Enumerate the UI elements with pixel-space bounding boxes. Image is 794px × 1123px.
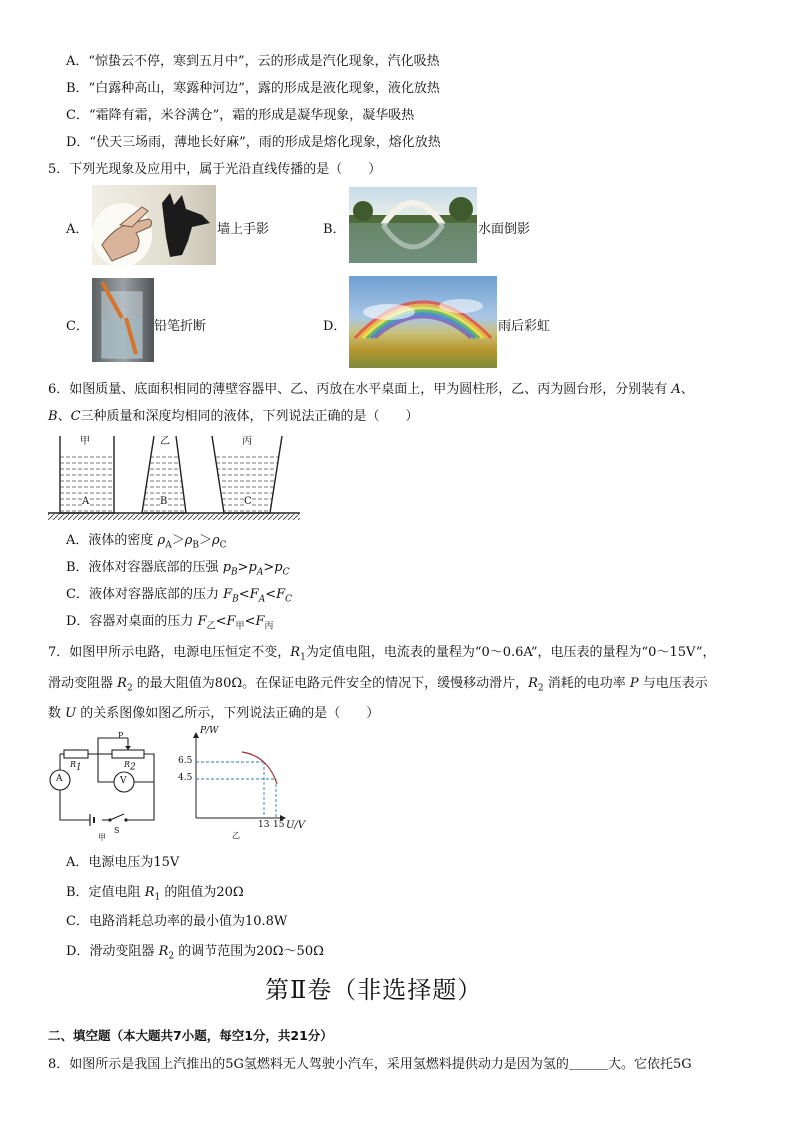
q7-option-b: B．定值电阻 $R_1$ 的阻值为20Ω <box>66 885 244 903</box>
q6-stem-line1: 6．如图质量、底面积相同的薄壁容器甲、乙、丙放在水平桌面上，甲为圆柱形，乙、丙为圆台形，分别装有 A、 <box>48 382 694 397</box>
q4-option-a: A．“惊蛰云不停，寒到五月中”，云的形成是汽化现象，汽化吸热 <box>66 54 440 69</box>
q6-option-b: B．液体对容器底部的压强 $p_B>p_A>p_C$ <box>66 560 290 578</box>
q7-option-c: C．电路消耗总功率的最小值为10.8W <box>66 914 288 929</box>
bridge-reflection-image <box>349 187 477 263</box>
q5-option-d-letter: D． <box>323 319 347 334</box>
q5-option-d-label: 雨后彩虹 <box>498 319 551 334</box>
q5-option-a-letter: A． <box>66 222 89 237</box>
circuit-slider-label: P <box>118 731 124 740</box>
voltmeter-icon: V <box>120 776 127 786</box>
label-bing: 丙 <box>242 436 252 447</box>
section-two-heading: 二、填空题（本大题共7小题，每空1分，共21分） <box>48 1028 333 1043</box>
graph-y-tick-6.5: 6.5 <box>178 756 193 766</box>
graph-x-tick-15: 15 <box>273 820 285 830</box>
label-yi: 乙 <box>160 436 170 447</box>
q7-option-a: A．电源电压为15V <box>66 855 180 870</box>
q4-option-d: D．“伏天三场雨，薄地长好麻”，雨的形成是熔化现象，熔化放热 <box>66 135 441 150</box>
q7-option-d: D．滑动变阻器 $R_2$ 的调节范围为20Ω～50Ω <box>66 944 324 962</box>
hand-shadow-image <box>92 185 216 265</box>
q6-option-a: A．液体的密度 $\rho_A>\rho_B>\rho_C$ <box>66 533 227 551</box>
q6-stem-line2: B、C三种质量和深度均相同的液体，下列说法正确的是（ ） <box>48 409 419 424</box>
power-voltage-graph <box>176 726 316 842</box>
q5-option-c-letter: C． <box>66 319 89 334</box>
q4-option-c: C．“霜降有霜，米谷满仓”，霜的形成是凝华现象，凝华吸热 <box>66 108 415 123</box>
label-jia: 甲 <box>80 436 90 447</box>
q5-option-b-label: 水面倒影 <box>478 222 531 237</box>
q6-option-d: D．容器对桌面的压力 $F_乙<F_甲<F_丙$ <box>66 614 274 632</box>
graph-x-label: U/V <box>286 820 306 831</box>
q7-stem-line2: 滑动变阻器 $R_2$ 的最大阻值为80Ω。在保证电路元件安全的情况下，缓慢移动滑片，$R_2$ 消耗的电功率 P 与电压表示 <box>48 676 708 694</box>
graph-y-tick-4.5: 4.5 <box>178 773 193 783</box>
q5-option-a-label: 墙上手影 <box>217 222 270 237</box>
q5-option-b-letter: B． <box>323 222 346 237</box>
label-liquid-a: A <box>82 496 90 507</box>
containers-diagram <box>48 430 303 522</box>
circuit-caption: 甲 <box>98 833 106 842</box>
q7-stem-line1: 7．如图甲所示电路，电源电压恒定不变，$R_1$为定值电阻，电流表的量程为“0～0.6A”，电压表的量程为“0～15V”， <box>48 645 716 663</box>
label-liquid-b: B <box>160 496 168 507</box>
q4-option-b: B．“白露种高山，寒露种河边”，露的形成是液化现象，液化放热 <box>66 81 440 96</box>
pencil-refraction-image <box>92 278 154 362</box>
circuit-r2-label: $R_2$ <box>124 760 136 773</box>
switch-label: S <box>114 826 120 835</box>
answer-blank[interactable]: ＿＿＿ <box>568 1057 608 1072</box>
q5-option-c-label: 铅笔折断 <box>154 319 207 334</box>
graph-caption: 乙 <box>232 831 240 840</box>
ammeter-icon: A <box>56 774 63 784</box>
circuit-diagram <box>46 731 164 842</box>
q7-stem-line3: 数 U 的关系图像如图乙所示，下列说法正确的是（ ） <box>48 706 380 721</box>
graph-x-tick-13: 13 <box>258 820 270 830</box>
part-two-title: 第Ⅱ卷（非选择题） <box>265 976 483 1004</box>
rainbow-image <box>349 276 497 368</box>
q6-option-c: C．液体对容器底部的压力 $F_B<F_A<F_C$ <box>66 587 293 605</box>
label-liquid-c: C <box>244 496 252 507</box>
q8-stem: 8．如图所示是我国上汽推出的5G氢燃料无人驾驶小汽车，采用氢燃料提供动力是因为氢的＿＿＿大。它依托5G <box>48 1057 692 1072</box>
graph-y-label: P/W <box>200 726 219 736</box>
q5-stem: 5．下列光现象及应用中，属于光沿直线传播的是（ ） <box>48 162 382 177</box>
circuit-r1-label: $R_1$ <box>70 760 82 773</box>
